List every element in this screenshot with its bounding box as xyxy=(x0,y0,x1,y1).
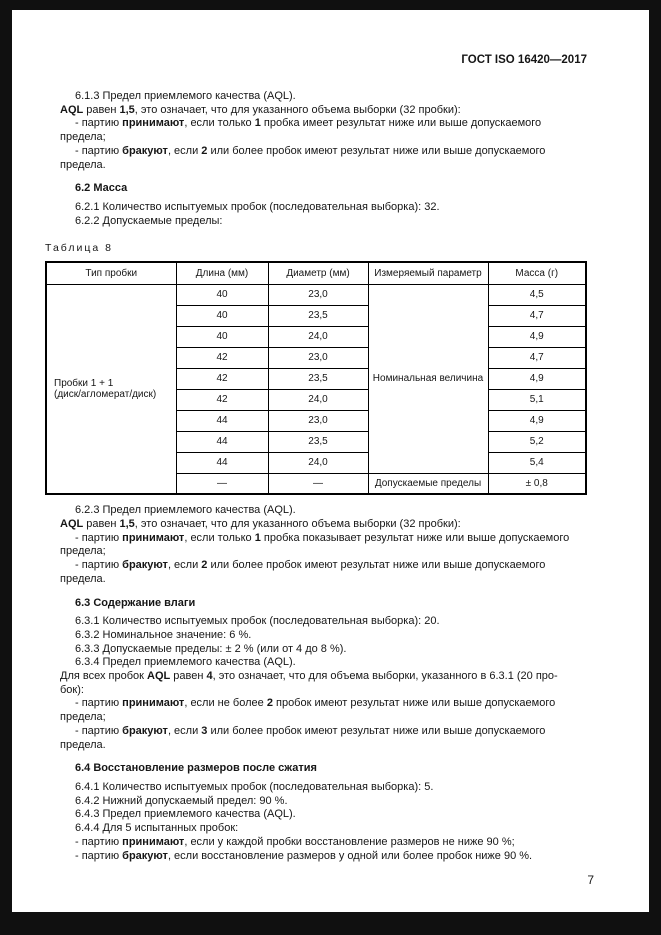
cell-mass: ± 0,8 xyxy=(488,473,586,494)
cork-type-line1: Пробки 1 + 1 xyxy=(54,377,114,389)
cell-mass: 4,5 xyxy=(488,284,586,305)
para-6-3-accept: - партию принимают, если не более 2 пробок имеют результат ниже или выше допускаемого предела; xyxy=(60,697,556,724)
cell-diameter: 23,5 xyxy=(268,368,368,389)
para-6-2-2: 6.2.2 Допускаемые пределы: xyxy=(75,214,223,227)
section-6-1-3 xyxy=(60,90,587,172)
para-6-4-4: 6.4.4 Для 5 испытанных пробок: xyxy=(75,822,239,835)
section-6-2 xyxy=(60,182,587,228)
para-6-4-reject: - партию бракуют, если восстановление размеров у одной или более пробок ниже 90 %. xyxy=(75,849,533,862)
table-row xyxy=(46,284,586,305)
cell-diameter: 23,0 xyxy=(268,410,368,431)
page-content xyxy=(12,10,649,863)
cell-parameter-limits: Допускаемые пределы xyxy=(368,473,488,494)
cell-length: 44 xyxy=(176,431,268,452)
cell-mass: 4,9 xyxy=(488,410,586,431)
cell-mass: 4,9 xyxy=(488,326,586,347)
th-cork-type: Тип пробки xyxy=(46,262,176,284)
th-mass: Масса (г) xyxy=(488,262,586,284)
cell-mass: 5,1 xyxy=(488,389,586,410)
cell-diameter: 24,0 xyxy=(268,389,368,410)
cell-length: 44 xyxy=(176,452,268,473)
cell-length: 44 xyxy=(176,410,268,431)
cell-length: 42 xyxy=(176,347,268,368)
th-parameter: Измеряемый параметр xyxy=(368,262,488,284)
th-diameter: Диаметр (мм) xyxy=(268,262,368,284)
document-page xyxy=(12,10,649,912)
section-6-2-3 xyxy=(60,504,587,586)
cell-mass: 4,9 xyxy=(488,368,586,389)
para-6-3-3: 6.3.3 Допускаемые пределы: ± 2 % (или от 4 до 8 %). xyxy=(75,642,347,655)
heading-6-4: 6.4 Восстановление размеров после сжатия xyxy=(75,762,317,775)
heading-6-3: 6.3 Содержание влаги xyxy=(75,596,196,609)
para-6-3-2: 6.3.2 Номинальное значение: 6 %. xyxy=(75,628,252,641)
section-6-4 xyxy=(60,762,587,863)
cell-diameter: 23,5 xyxy=(268,431,368,452)
para-6-2-1: 6.2.1 Количество испытуемых пробок (последовательная выборка): 32. xyxy=(75,200,440,213)
para-6-3-1: 6.3.1 Количество испытуемых пробок (последовательная выборка): 20. xyxy=(75,615,440,628)
para-6-2-3-reject: - партию бракуют, если 2 или более пробок имеют результат ниже или выше допускаемого предела. xyxy=(60,559,546,585)
table-8 xyxy=(45,261,587,495)
th-length: Длина (мм) xyxy=(176,262,268,284)
table-8-body xyxy=(46,284,586,494)
para-6-1-3-accept: - партию принимают, если только 1 пробка имеет результат ниже или выше допускаемого предела; xyxy=(60,117,542,144)
para-6-4-1: 6.4.1 Количество испытуемых пробок (последовательная выборка): 5. xyxy=(75,780,434,793)
para-6-1-3-aql: AQL равен 1,5, это означает, что для указанного объема выборки (32 пробки): xyxy=(60,103,461,116)
page-number: 7 xyxy=(587,873,594,887)
table-caption: Таблица 8 xyxy=(45,242,113,255)
para-6-4-accept: - партию принимают, если у каждой пробки восстановление размеров не ниже 90 %; xyxy=(75,835,515,848)
para-6-2-3-accept: - партию принимают, если только 1 пробка показывает результат ниже или выше допускаемого предела; xyxy=(60,531,570,558)
cell-mass: 5,4 xyxy=(488,452,586,473)
table-header-row xyxy=(46,262,586,284)
para-6-3-reject: - партию бракуют, если 3 или более пробок имеют результат ниже или выше допускаемого предела. xyxy=(60,724,546,751)
cell-mass: 4,7 xyxy=(488,305,586,326)
cell-mass: 5,2 xyxy=(488,431,586,452)
doc-number: ГОСТ ISO 16420—2017 xyxy=(461,54,587,66)
table-8-head xyxy=(46,262,586,284)
cell-length: 42 xyxy=(176,368,268,389)
para-6-2-3-aql: AQL равен 1,5, это означает, что для указанного объема выборки (32 пробки): xyxy=(60,518,461,531)
cell-parameter-nominal: Номинальная величина xyxy=(368,284,488,473)
cell-length: 40 xyxy=(176,326,268,347)
para-6-4-2: 6.4.2 Нижний допускаемый предел: 90 %. xyxy=(75,794,288,807)
cell-length: 42 xyxy=(176,389,268,410)
section-6-3 xyxy=(60,597,587,753)
cell-length: — xyxy=(176,473,268,494)
cell-length: 40 xyxy=(176,305,268,326)
cell-diameter: — xyxy=(268,473,368,494)
para-6-3-4: 6.3.4 Предел приемлемого качества (AQL). xyxy=(75,656,296,669)
cell-diameter: 23,5 xyxy=(268,305,368,326)
cell-diameter: 23,0 xyxy=(268,284,368,305)
cell-length: 40 xyxy=(176,284,268,305)
para-6-2-3-title: 6.2.3 Предел приемлемого качества (AQL). xyxy=(75,504,296,517)
cell-diameter: 23,0 xyxy=(268,347,368,368)
para-6-1-3-reject: - партию бракуют, если 2 или более пробок имеют результат ниже или выше допускаемого предела. xyxy=(60,144,546,171)
cell-diameter: 24,0 xyxy=(268,452,368,473)
heading-6-2: 6.2 Масса xyxy=(75,182,128,195)
cork-type-line2: (диск/агломерат/диск) xyxy=(54,389,157,401)
para-6-3-aql: Для всех пробок AQL равен 4, это означает, что для объема выборки, указанного в 6.3.1 (20 про- бок): xyxy=(60,670,558,696)
cell-cork-type xyxy=(46,284,176,494)
para-6-4-3: 6.4.3 Предел приемлемого качества (AQL). xyxy=(75,808,296,821)
cell-mass: 4,7 xyxy=(488,347,586,368)
para-6-1-3-title: 6.1.3 Предел приемлемого качества (AQL). xyxy=(75,90,296,102)
cell-diameter: 24,0 xyxy=(268,326,368,347)
